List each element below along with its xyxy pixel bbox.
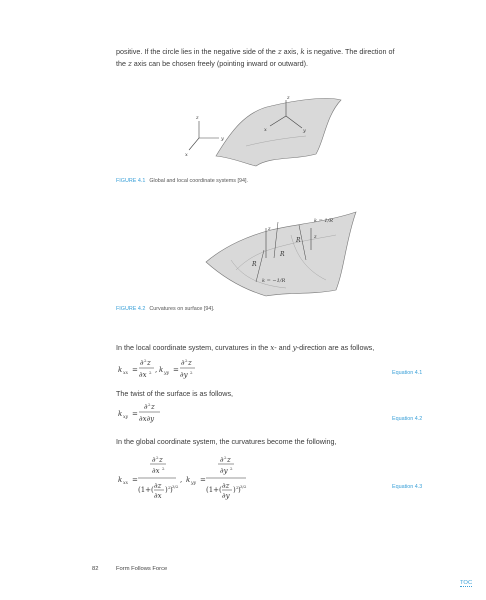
svg-text:xy: xy (123, 415, 129, 420)
radius-label-2: R (296, 237, 301, 244)
svg-text:z: z (227, 456, 231, 464)
equation-4-3-label: Equation 4.3 (392, 484, 423, 490)
svg-text:,: , (180, 476, 183, 484)
global-x-label: x (185, 152, 188, 158)
svg-text:∂: ∂ (220, 456, 224, 464)
figure-curvatures (196, 200, 366, 300)
toc-link[interactable]: TOC (460, 580, 473, 586)
svg-text:(1+(: (1+( (206, 486, 222, 494)
svg-text:∂y: ∂y (220, 467, 228, 475)
section-3-text: In the global coordinate system, the curvatures become the following, (116, 437, 337, 446)
svg-text:∂z: ∂z (222, 482, 230, 490)
svg-text:z: z (147, 359, 151, 367)
svg-text:∂y: ∂y (180, 371, 188, 379)
svg-text:∂z: ∂z (154, 482, 162, 490)
svg-text:2: 2 (148, 402, 151, 407)
radius-label-1: R (252, 261, 257, 268)
svg-text:∂x∂y: ∂x∂y (139, 415, 155, 423)
local-y-label: y (303, 128, 306, 134)
left-z-label: z (268, 226, 271, 232)
page-number: 82 (92, 566, 99, 572)
svg-text:k: k (118, 476, 123, 484)
svg-text:=: = (132, 476, 138, 484)
figure-4-2-caption (116, 306, 214, 312)
figure-4-1-label: FIGURE 4.1 (116, 178, 146, 184)
local-x-label: x (264, 127, 267, 133)
global-z-label: z (196, 115, 199, 121)
svg-text:∂x: ∂x (139, 371, 147, 379)
svg-text:xx: xx (123, 371, 129, 376)
svg-text:xx: xx (123, 481, 129, 486)
svg-text:): ) (165, 486, 168, 494)
svg-text:,: , (155, 366, 158, 374)
svg-text:2: 2 (168, 485, 171, 490)
svg-text:2: 2 (149, 370, 152, 375)
svg-text:3/2: 3/2 (240, 484, 247, 489)
global-y-label: y (221, 136, 224, 142)
intro-line-2: the z axis can be chosen freely (pointing inward or outward). (116, 59, 308, 68)
surface-shape (216, 98, 341, 166)
svg-text:2: 2 (190, 370, 193, 375)
svg-text:z: z (188, 359, 192, 367)
svg-text:): ) (233, 486, 236, 494)
svg-text:∂x: ∂x (152, 467, 160, 475)
equation-4-2-label: Equation 4.2 (392, 416, 423, 422)
svg-text:=: = (132, 366, 138, 374)
equation-4-1 (116, 354, 226, 388)
running-title: Form Follows Force (116, 566, 168, 572)
section-2-text: The twist of the surface is as follows, (116, 389, 234, 398)
svg-text:2: 2 (224, 455, 227, 460)
svg-text:2: 2 (144, 358, 147, 363)
negative-curvature-label: k = −1/R (262, 278, 286, 284)
svg-text:k: k (186, 476, 191, 484)
svg-text:z: z (151, 403, 155, 411)
right-z-label: z (314, 234, 317, 240)
figure-4-1-text: Global and local coordinate systems [94]. (149, 178, 248, 184)
equation-4-1-label: Equation 4.1 (392, 370, 423, 376)
intro-paragraph (116, 46, 436, 70)
figure-4-2-label: FIGURE 4.2 (116, 306, 146, 312)
svg-text:∂: ∂ (181, 359, 185, 367)
svg-text:2: 2 (156, 455, 159, 460)
svg-text:=: = (200, 476, 206, 484)
svg-text:∂: ∂ (144, 403, 148, 411)
svg-text:∂x: ∂x (154, 492, 162, 500)
svg-text:2: 2 (162, 466, 165, 471)
radius-label-3: R (280, 251, 285, 258)
svg-text:k: k (159, 366, 164, 374)
svg-text:=: = (173, 366, 179, 374)
local-z-label: z (287, 95, 290, 101)
equation-4-3 (116, 452, 266, 508)
svg-text:): ) (238, 486, 241, 494)
svg-text:z: z (159, 456, 163, 464)
svg-text:(1+(: (1+( (138, 486, 154, 494)
svg-text:): ) (170, 486, 173, 494)
svg-text:∂: ∂ (152, 456, 156, 464)
svg-text:3/2: 3/2 (172, 484, 179, 489)
svg-text:2: 2 (230, 466, 233, 471)
svg-text:yy: yy (164, 371, 170, 376)
figure-coordinate-systems (176, 86, 346, 172)
svg-text:=: = (132, 410, 138, 418)
svg-text:2: 2 (185, 358, 188, 363)
svg-text:2: 2 (236, 485, 239, 490)
svg-text:∂y: ∂y (222, 492, 230, 500)
svg-text:yy: yy (191, 481, 197, 486)
figure-4-1-caption (116, 178, 248, 184)
section-1-text: In the local coordinate system, curvatures in the x- and y-direction are as follows, (116, 343, 375, 352)
equation-4-2 (116, 400, 186, 430)
intro-line-1: positive. If the circle lies in the negative side of the z axis, k is negative. The direction of (116, 47, 395, 56)
figure-4-2-text: Curvatures on surface [94]. (149, 306, 215, 312)
svg-text:∂: ∂ (140, 359, 144, 367)
svg-text:k: k (118, 410, 123, 418)
positive-curvature-label: k = 1/R (314, 218, 334, 224)
svg-text:k: k (118, 366, 123, 374)
